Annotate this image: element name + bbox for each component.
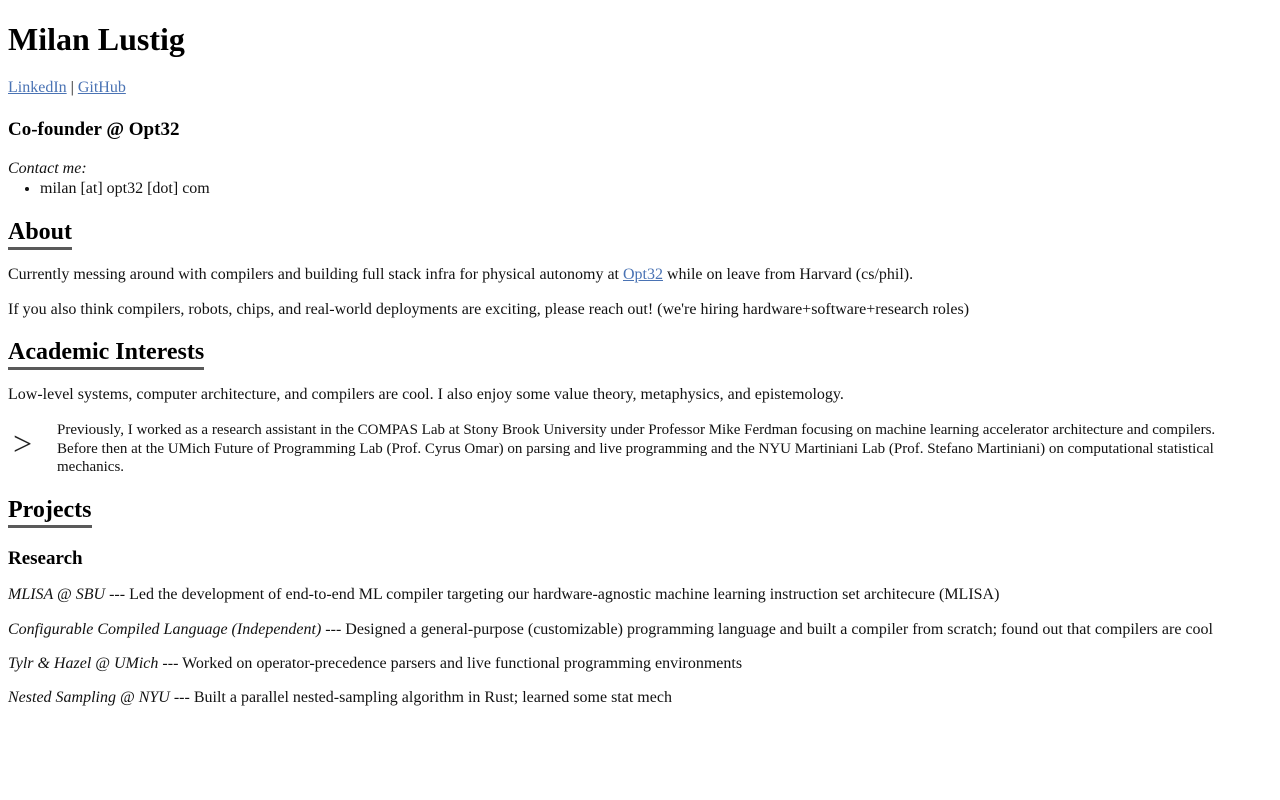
quote-paragraph-1: Previously, I worked as a research assistant in the COMPAS Lab at Stony Brook University under Professor Mike Ferdman focusing on machine learning accelerator architecture and compilers. [57, 421, 1216, 438]
page-title: Milan Lustig [8, 21, 185, 57]
project-separator: --- [325, 620, 342, 638]
contact-list [8, 180, 1272, 198]
quote-paragraph-2: Before then at the UMich Future of Programming Lab (Prof. Cyrus Omar) on parsing and live programming and the NYU Martiniani Lab (Prof. Stefano Martiniani) on computational statistical mechanics. [57, 440, 1214, 475]
about-p1-text-after: while on leave from Harvard (cs/phil). [666, 266, 914, 284]
about-paragraph-2: If you also think compilers, robots, chips, and real-world deployments are exciting, please reach out! (we're hiring hardware+software+research roles) [8, 300, 970, 318]
project-description: Built a parallel nested-sampling algorithm in Rust; learned some stat mech [193, 689, 672, 707]
contact-label: Contact me: [8, 160, 87, 178]
opt32-link[interactable]: Opt32 [622, 266, 663, 284]
project-item-nested-sampling [8, 689, 1272, 707]
about-p1-text-before: Currently messing around with compilers and building full stack infra for physical autonomy at [8, 266, 619, 284]
project-title: Tylr & Hazel @ UMich [8, 654, 159, 672]
github-link[interactable]: GitHub [77, 78, 126, 96]
quote-body [57, 421, 1272, 477]
academic-intro: Low-level systems, computer architecture, and compilers are cool. I also enjoy some value theory, metaphysics, and epistemology. [8, 386, 844, 404]
project-separator: --- [109, 586, 126, 604]
social-links [8, 79, 1272, 97]
project-separator: --- [162, 654, 179, 672]
projects-heading: Projects [8, 497, 92, 528]
project-item-tylr-hazel [8, 655, 1272, 673]
about-paragraph-1 [8, 266, 1272, 284]
research-subheading: Research [8, 548, 83, 570]
project-item-configurable-language [8, 621, 1272, 639]
project-title: Configurable Compiled Language (Independent) [8, 620, 322, 638]
previous-research-quote [8, 421, 1272, 477]
quote-marker-icon: > [13, 425, 33, 463]
project-description: Led the development of end-to-end ML compiler targeting our hardware-agnostic machine learning instruction set architecure (MLISA) [129, 586, 1000, 604]
project-title: Nested Sampling @ NYU [8, 689, 170, 707]
project-title: MLISA @ SBU [8, 586, 106, 604]
about-heading: About [8, 219, 72, 250]
project-item-mlisa [8, 586, 1272, 604]
project-separator: --- [173, 689, 190, 707]
role-title: Co-founder @ Opt32 [8, 119, 180, 141]
contact-email: • milan [at] opt32 [dot] com [40, 180, 1272, 198]
project-description: Designed a general-purpose (customizable) programming language and built a compiler from scratch; found out that compilers are cool [345, 620, 1213, 638]
project-description: Worked on operator-precedence parsers and live functional programming environments [182, 654, 743, 672]
link-separator: | [70, 78, 74, 96]
academic-interests-heading: Academic Interests [8, 339, 204, 370]
linkedin-link[interactable]: LinkedIn [8, 78, 67, 96]
